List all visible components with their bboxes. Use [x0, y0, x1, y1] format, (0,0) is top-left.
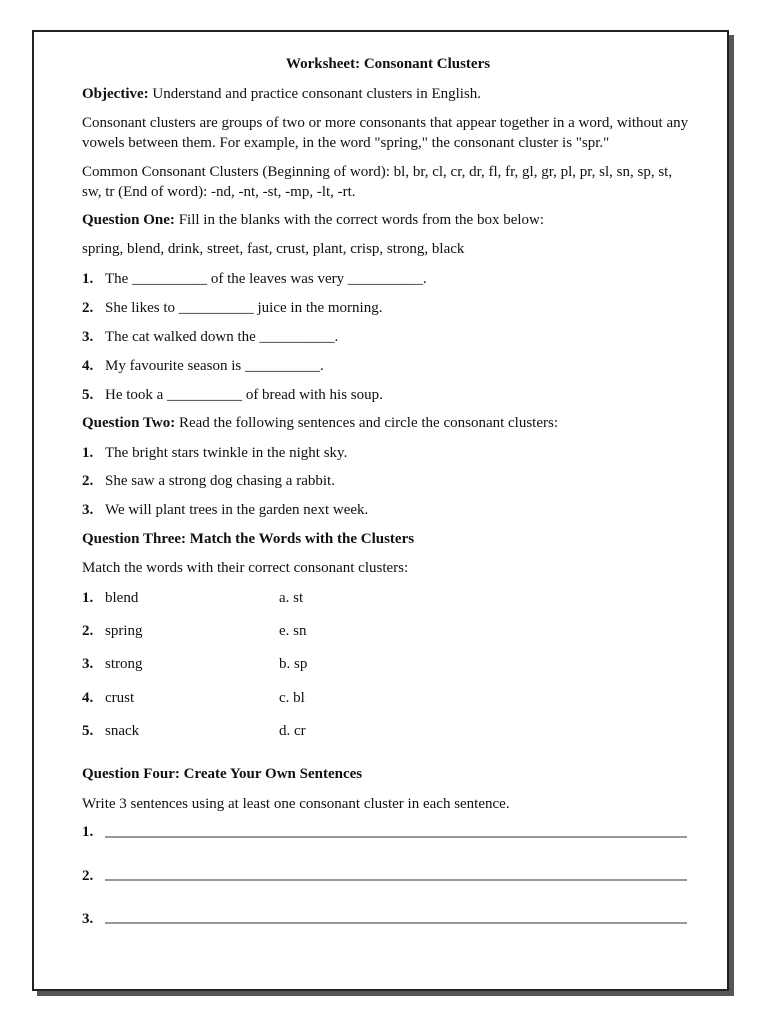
item-number: 3. [82, 656, 94, 672]
match-row [82, 588, 694, 608]
item-number: 4. [82, 690, 94, 706]
item-number: 1. [82, 824, 94, 840]
circle-sentence: The bright stars twinkle in the night sky. [105, 445, 348, 461]
list-item [82, 500, 694, 520]
list-item [82, 385, 694, 405]
question-one-label: Question One: [82, 212, 175, 228]
match-word: crust [105, 690, 135, 706]
intro-paragraph: Consonant clusters are groups of two or more consonants that appear together in a word, without any vowels between them. For example, in the word "spring," the consonant cluster is "spr." [82, 115, 689, 151]
answer-line[interactable] [105, 836, 687, 838]
item-number: 3. [82, 329, 94, 345]
question-three-heading: Question Three: Match the Words with the Clusters [82, 531, 415, 547]
word-box: spring, blend, drink, street, fast, crust, plant, crisp, strong, black [82, 241, 465, 257]
item-number: 5. [82, 387, 94, 403]
circle-sentence: We will plant trees in the garden next week. [105, 502, 369, 518]
match-row [82, 654, 694, 674]
page-title: Worksheet: Consonant Clusters [285, 56, 491, 72]
list-item [82, 327, 694, 347]
question-four-instruction: Write 3 sentences using at least one consonant cluster in each sentence. [82, 796, 510, 812]
writing-row [82, 909, 694, 929]
fill-blank-sentence: My favourite season is __________. [105, 358, 324, 374]
list-item [82, 269, 694, 289]
writing-row [82, 866, 694, 886]
item-number: 2. [82, 300, 94, 316]
fill-blank-sentence: He took a __________ of bread with his soup. [105, 387, 383, 403]
item-number: 4. [82, 358, 94, 374]
item-number: 1. [82, 271, 94, 287]
list-item [82, 298, 694, 318]
item-number: 3. [82, 502, 94, 518]
match-word: spring [105, 623, 143, 639]
question-two-text: Read the following sentences and circle the consonant clusters: [178, 415, 559, 431]
fill-blank-sentence: The cat walked down the __________. [105, 329, 339, 345]
writing-row [82, 822, 694, 842]
match-word: strong [105, 656, 143, 672]
match-cluster: e. sn [279, 623, 307, 639]
list-item [82, 443, 694, 463]
objective-text: Understand and practice consonant clusters in English. [152, 86, 482, 102]
question-one-heading [82, 210, 694, 230]
list-item [82, 471, 694, 491]
match-word: snack [105, 723, 140, 739]
item-number: 1. [82, 590, 94, 606]
match-cluster: b. sp [279, 656, 308, 672]
question-four-heading: Question Four: Create Your Own Sentences [82, 766, 363, 782]
match-row [82, 688, 694, 708]
fill-blank-sentence: She likes to __________ juice in the morning. [105, 300, 383, 316]
item-number: 3. [82, 911, 94, 927]
worksheet-page [32, 30, 729, 991]
fill-blank-sentence: The __________ of the leaves was very __________. [105, 271, 427, 287]
item-number: 5. [82, 723, 94, 739]
match-cluster: c. bl [279, 690, 305, 706]
question-one-text: Fill in the blanks with the correct words from the box below: [178, 212, 545, 228]
objective-label: Objective: [82, 86, 149, 102]
match-row [82, 721, 694, 741]
question-two-label: Question Two: [82, 415, 176, 431]
objective [82, 84, 694, 104]
circle-sentence: She saw a strong dog chasing a rabbit. [105, 473, 335, 489]
answer-line[interactable] [105, 922, 687, 924]
common-clusters-paragraph: Common Consonant Clusters (Beginning of word): bl, br, cl, cr, dr, fl, fr, gl, gr, pl, pr, sl, sn, sp, st, sw, tr (End of word): -nd, -nt, -st, -mp, -lt, -rt. [82, 164, 673, 200]
item-number: 2. [82, 473, 94, 489]
list-item [82, 356, 694, 376]
question-two-heading [82, 413, 694, 433]
question-three-instruction: Match the words with their correct consonant clusters: [82, 560, 409, 576]
match-cluster: a. st [279, 590, 304, 606]
answer-line[interactable] [105, 879, 687, 881]
item-number: 2. [82, 868, 94, 884]
match-word: blend [105, 590, 139, 606]
match-cluster: d. cr [279, 723, 306, 739]
match-row [82, 621, 694, 641]
item-number: 2. [82, 623, 94, 639]
item-number: 1. [82, 445, 94, 461]
